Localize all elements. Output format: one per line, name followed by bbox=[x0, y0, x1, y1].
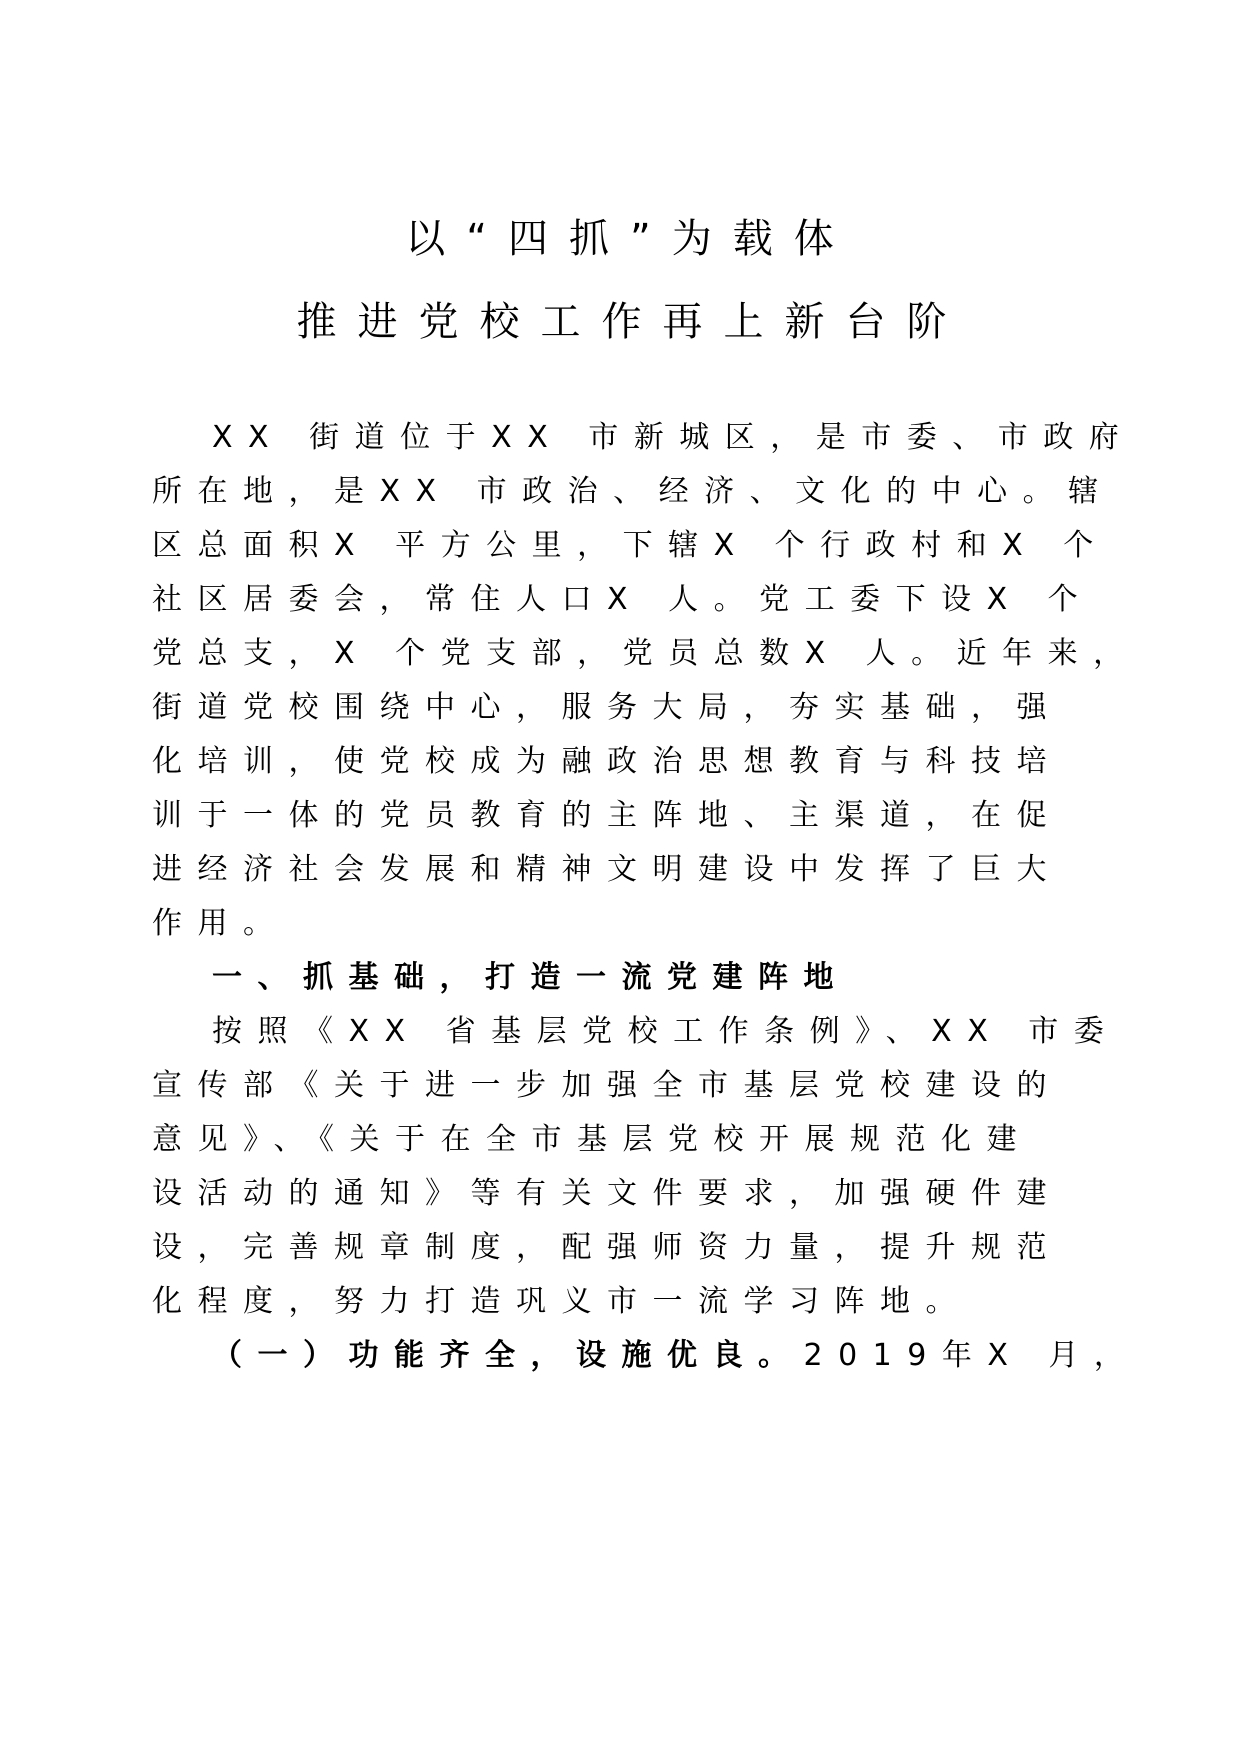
subsection-1-text: 2019年X 月， bbox=[803, 1338, 1140, 1373]
paragraph-line: XX 街道位于XX 市新城区，是市委、市政府 bbox=[212, 420, 1135, 455]
paragraph-line: 按照《XX 省基层党校工作条例》、XX 市委 bbox=[212, 1014, 1120, 1049]
paragraph-line: 所在地，是XX 市政治、经济、文化的中心。辖 bbox=[152, 474, 1114, 509]
document-title-line-1: 以“四抓”为载体 bbox=[405, 216, 855, 262]
subsection-paragraph bbox=[152, 1329, 1140, 1383]
paragraph-line: 党总支，X 个党支部，党员总数X 人。近年来， bbox=[152, 636, 1139, 671]
intro-paragraph bbox=[152, 411, 1139, 951]
paragraph-line: 宣传部《关于进一步加强全市基层党校建设的 bbox=[152, 1068, 1062, 1103]
paragraph-line: 社区居委会，常住人口X 人。党工委下设X 个 bbox=[152, 582, 1094, 617]
paragraph-line: 进经济社会发展和精神文明建设中发挥了巨大 bbox=[152, 852, 1062, 887]
paragraph-line: 区总面积X 平方公里，下辖X 个行政村和X 个 bbox=[152, 528, 1109, 563]
section-heading bbox=[152, 951, 972, 1005]
paragraph-line: 街道党校围绕中心，服务大局，夯实基础，强 bbox=[152, 690, 1062, 725]
subsection-line bbox=[152, 1329, 1140, 1383]
paragraph-line: 意见》、《关于在全市基层党校开展规范化建 bbox=[152, 1122, 1032, 1157]
paragraph-line: 化程度，努力打造巩义市一流学习阵地。 bbox=[152, 1284, 971, 1319]
document-title-line-2: 推进党校工作再上新台阶 bbox=[296, 299, 968, 345]
paragraph-line: 设活动的通知》等有关文件要求，加强硬件建 bbox=[152, 1176, 1062, 1211]
subsection-1-heading: （一）功能齐全，设施优良。 bbox=[212, 1338, 804, 1373]
paragraph-line: 设，完善规章制度，配强师资力量，提升规范 bbox=[152, 1230, 1062, 1265]
paragraph-line: 作用。 bbox=[152, 906, 289, 941]
section-1-paragraph bbox=[152, 1005, 1120, 1329]
paragraph-line: 化培训，使党校成为融政治思想教育与科技培 bbox=[152, 744, 1062, 779]
paragraph-line: 训于一体的党员教育的主阵地、主渠道，在促 bbox=[152, 798, 1062, 833]
section-1-heading: 一、抓基础，打造一流党建阵地 bbox=[212, 960, 849, 995]
